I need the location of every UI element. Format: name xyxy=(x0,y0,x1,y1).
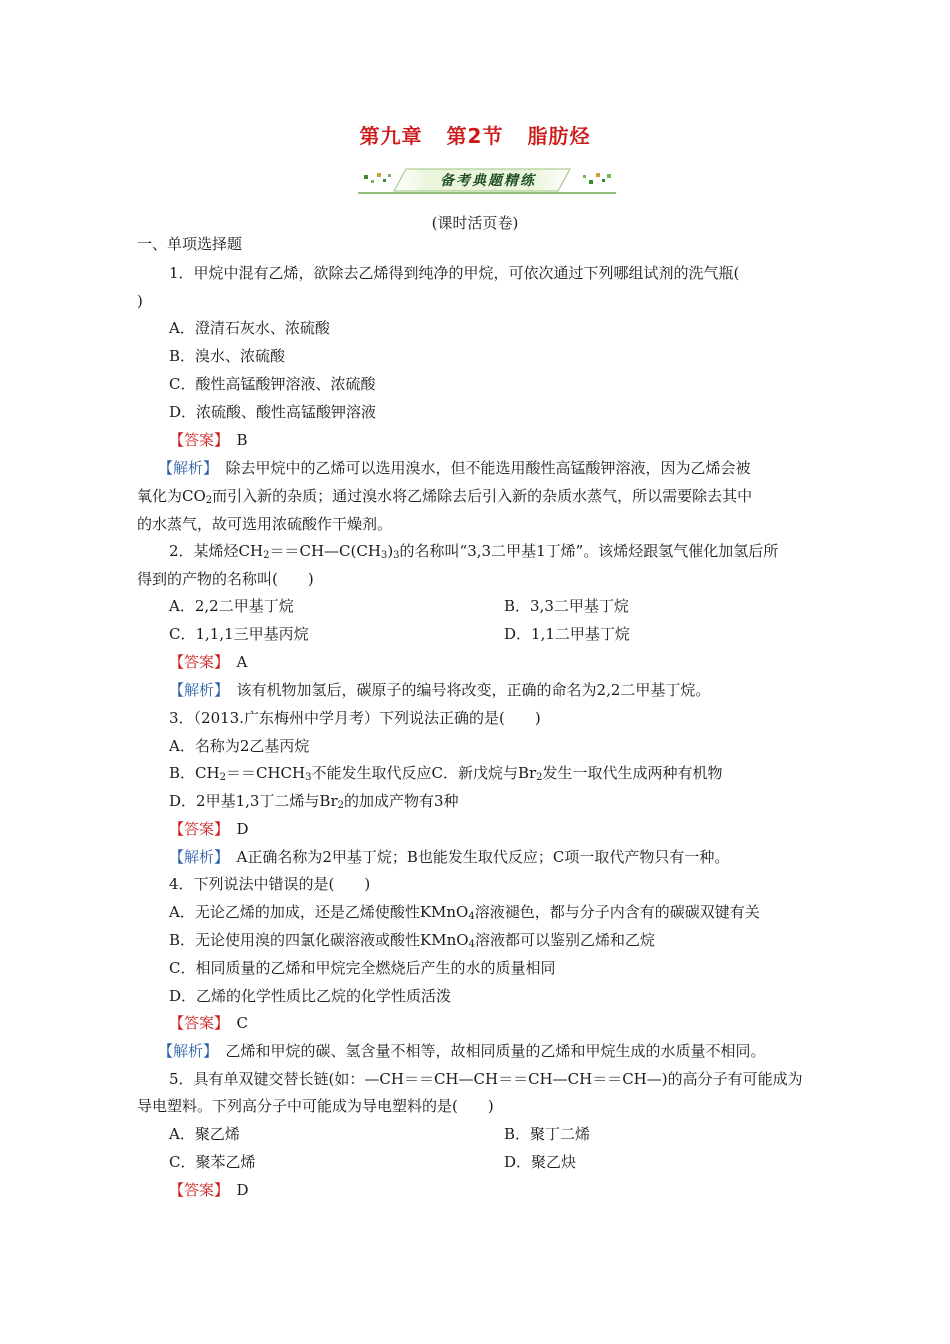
q3-stem: 3．（2013.广东梅州中学月考）下列说法正确的是( ) xyxy=(169,709,541,727)
option-text: D．2甲基1,3丁二烯与Br xyxy=(169,792,338,810)
q4-stem: 4．下列说法中错误的是( ) xyxy=(169,875,371,893)
q1-option-d: D．浓硫酸、酸性高锰酸钾溶液 xyxy=(169,403,377,421)
q1-option-a: A．澄清石灰水、浓硫酸 xyxy=(169,319,330,337)
answer-tag: 【答案】 xyxy=(169,1014,222,1032)
q1-stem-end: ) xyxy=(137,292,143,310)
option-text: A．无论乙烯的加成，还是乙烯使酸性KMnO xyxy=(169,903,469,921)
subscript: 3 xyxy=(393,550,400,561)
section-label: 第2节 xyxy=(446,124,504,148)
answer-tag: 【答案】 xyxy=(169,1181,222,1199)
answer-value: B xyxy=(236,431,248,449)
q2-option-c: C．1,1,1三甲基丙烷 xyxy=(169,625,309,643)
analysis-text: A正确名称为2甲基丁烷；B也能发生取代反应；C项一取代产物只有一种。 xyxy=(236,848,730,866)
option-text: 的加成产物有3种 xyxy=(344,792,459,810)
subscript: 2 xyxy=(263,550,270,561)
answer-tag: 【答案】 xyxy=(169,431,222,449)
q4-analysis xyxy=(158,1041,766,1061)
answer-value: C xyxy=(236,1014,249,1032)
option-text: B．CH xyxy=(169,764,220,782)
q2-answer xyxy=(169,652,247,672)
option-text: B．无论使用溴的四氯化碳溶液或酸性KMnO xyxy=(169,931,469,949)
option-text: 溶液褪色，都与分子内含有的碳碳双键有关 xyxy=(474,903,760,921)
q1-option-b: B．溴水、浓硫酸 xyxy=(169,347,286,365)
option-text: 溶液都可以鉴别乙烯和乙烷 xyxy=(474,931,655,949)
subscript: 4 xyxy=(468,911,475,922)
q1-answer xyxy=(169,430,248,450)
subscript: 3 xyxy=(305,772,312,783)
q2-option-d: D．1,1二甲基丁烷 xyxy=(504,625,630,643)
topic-label: 脂肪烃 xyxy=(527,124,591,148)
analysis-text: 乙烯和甲烷的碳、氢含量不相等，故相同质量的乙烯和甲烷生成的水质量不相同。 xyxy=(225,1042,766,1060)
q5-stem: 5．具有单双键交替长链(如：—CH＝＝CH—CH＝＝CH—CH＝＝CH—)的高分子有可能成为 xyxy=(169,1070,803,1088)
subscript: 2 xyxy=(219,772,226,783)
section-heading: 一、单项选择题 xyxy=(137,235,243,253)
q5-option-c: C．聚苯乙烯 xyxy=(169,1153,256,1171)
answer-value: A xyxy=(236,653,248,671)
q4-option-a xyxy=(169,902,760,927)
q1-analysis-line3: 的水蒸气，故可选用浓硫酸作干燥剂。 xyxy=(137,515,393,533)
q3-option-b-c xyxy=(169,763,723,788)
q2-analysis xyxy=(169,680,710,700)
analysis-text: 除去甲烷中的乙烯可以选用溴水，但不能选用酸性高锰酸钾溶液，因为乙烯会被 xyxy=(225,459,751,477)
q1-analysis-line2 xyxy=(137,486,752,511)
q2-stem-end: 得到的产物的名称叫( ) xyxy=(137,570,314,588)
q1-analysis xyxy=(158,458,751,478)
q5-option-a: A．聚乙烯 xyxy=(169,1125,240,1143)
option-text: ＝＝CHCH xyxy=(225,764,306,782)
q4-option-c: C．相同质量的乙烯和甲烷完全燃烧后产生的水的质量相同 xyxy=(169,959,556,977)
q5-option-b: B．聚丁二烯 xyxy=(504,1125,591,1143)
q4-option-b xyxy=(169,930,655,955)
q3-analysis xyxy=(169,847,729,867)
q1-stem: 1．甲烷中混有乙烯，欲除去乙烯得到纯净的甲烷，可依次通过下列哪组试剂的洗气瓶( xyxy=(169,264,740,282)
q5-option-d: D．聚乙炔 xyxy=(504,1153,577,1171)
subscript: 4 xyxy=(468,939,475,950)
option-text: 发生一取代生成两种有机物 xyxy=(542,764,723,782)
answer-value: D xyxy=(236,820,249,838)
banner-label: 备考典题精练 xyxy=(440,173,536,189)
chapter-label: 第九章 xyxy=(359,124,423,148)
q5-answer xyxy=(169,1180,249,1200)
stem-text: ＝＝CH—C(CH xyxy=(269,542,381,560)
page-subtitle: (课时活页卷) xyxy=(431,214,519,232)
stem-text: 2．某烯烃CH xyxy=(169,542,264,560)
answer-tag: 【答案】 xyxy=(169,820,222,838)
analysis-tag: 【解析】 xyxy=(158,1042,211,1060)
subscript: 2 xyxy=(337,800,344,811)
answer-tag: 【答案】 xyxy=(169,653,222,671)
page-title xyxy=(0,120,950,149)
q2-stem xyxy=(169,541,778,566)
q3-answer xyxy=(169,819,249,839)
q2-option-a: A．2,2二甲基丁烷 xyxy=(169,597,294,615)
section-banner xyxy=(358,165,616,195)
subscript: 3 xyxy=(380,550,388,561)
q2-option-b: B．3,3二甲基丁烷 xyxy=(504,597,629,615)
stem-text: ) xyxy=(387,542,394,560)
analysis-text: 该有机物加氢后，碳原子的编号将改变，正确的命名为2,2二甲基丁烷。 xyxy=(236,681,711,699)
q3-option-a: A．名称为2乙基丙烷 xyxy=(169,737,310,755)
q4-answer xyxy=(169,1013,248,1033)
analysis-tag: 【解析】 xyxy=(169,848,222,866)
subscript: 2 xyxy=(536,772,543,783)
answer-value: D xyxy=(236,1181,249,1199)
subscript: 2 xyxy=(205,495,213,506)
analysis-tag: 【解析】 xyxy=(158,459,211,477)
analysis-text: 氧化为CO xyxy=(137,487,206,505)
q1-option-c: C．酸性高锰酸钾溶液、浓硫酸 xyxy=(169,375,376,393)
q4-option-d: D．乙烯的化学性质比乙烷的化学性质活泼 xyxy=(169,987,452,1005)
analysis-text: 而引入新的杂质；通过溴水将乙烯除去后引入新的杂质水蒸气，所以需要除去其中 xyxy=(212,487,753,505)
q3-option-d xyxy=(169,791,459,816)
option-text: 不能发生取代反应C．新戊烷与Br xyxy=(311,764,537,782)
q5-stem-end: 导电塑料。下列高分子中可能成为导电塑料的是( ) xyxy=(137,1097,494,1115)
analysis-tag: 【解析】 xyxy=(169,681,222,699)
stem-text: 的名称叫“3,3二甲基1丁烯”。该烯烃跟氢气催化加氢后所 xyxy=(399,542,779,560)
